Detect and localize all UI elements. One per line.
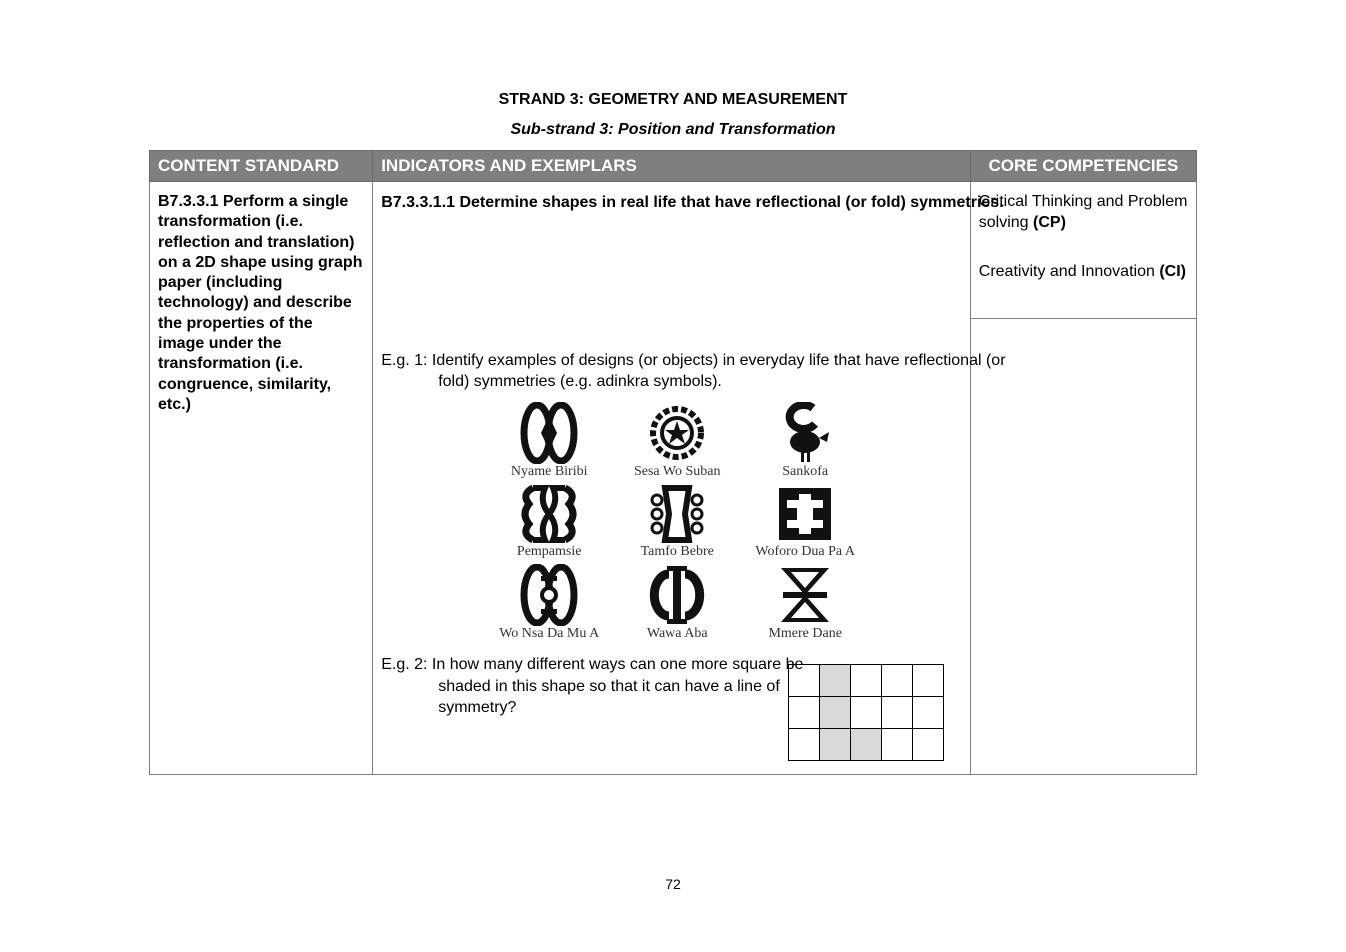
symbol-label: Sankofa: [782, 464, 829, 479]
symbol-item: [485, 402, 613, 480]
grid-cell: [913, 697, 944, 729]
mmere-dane-symbol-icon: [775, 564, 835, 626]
competency-item: [979, 192, 1189, 233]
curriculum-table: [149, 150, 1197, 775]
symbol-item: [485, 564, 613, 642]
sankofa-symbol-icon: [775, 402, 835, 464]
table-row: [150, 182, 1197, 775]
wo-nsa-da-mu-a-symbol-icon: [519, 564, 579, 626]
table-header-row: [150, 151, 1197, 182]
strand-title: STRAND 3: GEOMETRY AND MEASUREMENT: [498, 91, 848, 108]
grid-row: [789, 665, 944, 697]
symbol-item: [741, 402, 869, 480]
core-competencies-cell: [970, 182, 1196, 775]
woforo-dua-pa-a-symbol-icon: [775, 484, 835, 544]
grid-cell-shaded: [820, 729, 851, 761]
grid-cell: [789, 729, 820, 761]
grid-cell: [882, 697, 913, 729]
competency-code: (CI): [1159, 263, 1186, 280]
wawa-aba-symbol-icon: [647, 564, 707, 626]
grid-cell: [913, 665, 944, 697]
substrand-title: Sub-strand 3: Position and Transformation: [510, 121, 836, 138]
symbol-item: [741, 484, 869, 560]
symbol-label: Pempamsie: [516, 544, 582, 559]
example-1-text: E.g. 1: Identify examples of designs (or objects) in everyday life that have reflectional (or fold) symmetries (e.g. adinkra symbols).: [381, 352, 1006, 390]
column-header-indicators: INDICATORS AND EXEMPLARS: [373, 151, 971, 182]
example-2-text: E.g. 2: In how many different ways can one more square be shaded in this shape so that it can have a line of symmetry?: [381, 656, 804, 716]
grid-cell: [882, 665, 913, 697]
page-number: 72: [665, 876, 681, 892]
grid-cell-shaded: [851, 729, 882, 761]
symbol-label: Woforo Dua Pa A: [755, 544, 855, 559]
symbol-label: Sesa Wo Suban: [633, 464, 721, 479]
indicator-heading: B7.3.3.1.1 Determine shapes in real life that have reflectional (or fold) symmetries.: [381, 194, 1004, 211]
column-header-core-competencies: CORE COMPETENCIES: [970, 151, 1196, 182]
symbol-item: [613, 484, 741, 560]
symbol-label: Mmere Dane: [768, 626, 842, 641]
competency-text: Critical Thinking and Problem solving: [978, 193, 1188, 231]
content-standard-text: B7.3.3.1 Perform a single transformation (i.e. reflection and translation) on a 2D shape using graph paper (including technology) and describe the properties of the image under the transformation (i.e. congruence, similarity, etc.): [158, 193, 363, 413]
sesa-wo-suban-symbol-icon: [646, 402, 708, 464]
competencies-block: [971, 182, 1197, 319]
grid-cell: [789, 697, 820, 729]
grid-row: [789, 729, 944, 761]
nyame-biribi-symbol-icon: [519, 402, 579, 464]
adinkra-symbols-figure: [485, 402, 871, 647]
pempamsie-symbol-icon: [519, 484, 579, 544]
grid-cell-shaded: [820, 697, 851, 729]
symbol-label: Wawa Aba: [646, 626, 708, 641]
symbol-label: Tamfo Bebre: [640, 544, 714, 559]
symbol-item: [485, 484, 613, 560]
indicators-cell: [373, 182, 1006, 775]
column-header-content-standard: CONTENT STANDARD: [150, 151, 373, 182]
grid-cell: [851, 665, 882, 697]
symbol-label: Nyame Biribi: [510, 464, 588, 479]
symbol-item: [613, 402, 741, 480]
competency-text: Creativity and Innovation: [978, 263, 1160, 280]
symmetry-grid: [788, 664, 944, 761]
grid-cell: [851, 697, 882, 729]
grid-cell-shaded: [820, 665, 851, 697]
content-standard-cell: [150, 182, 373, 775]
tamfo-bebre-symbol-icon: [647, 484, 707, 544]
grid-row: [789, 697, 944, 729]
symbol-label: Wo Nsa Da Mu A: [499, 626, 600, 641]
symbol-item: [613, 564, 741, 642]
grid-cell: [913, 729, 944, 761]
competency-code: (CP): [1033, 213, 1066, 231]
competency-item: [979, 262, 1189, 283]
symbol-item: [741, 564, 869, 642]
grid-cell: [882, 729, 913, 761]
grid-cell: [789, 665, 820, 697]
